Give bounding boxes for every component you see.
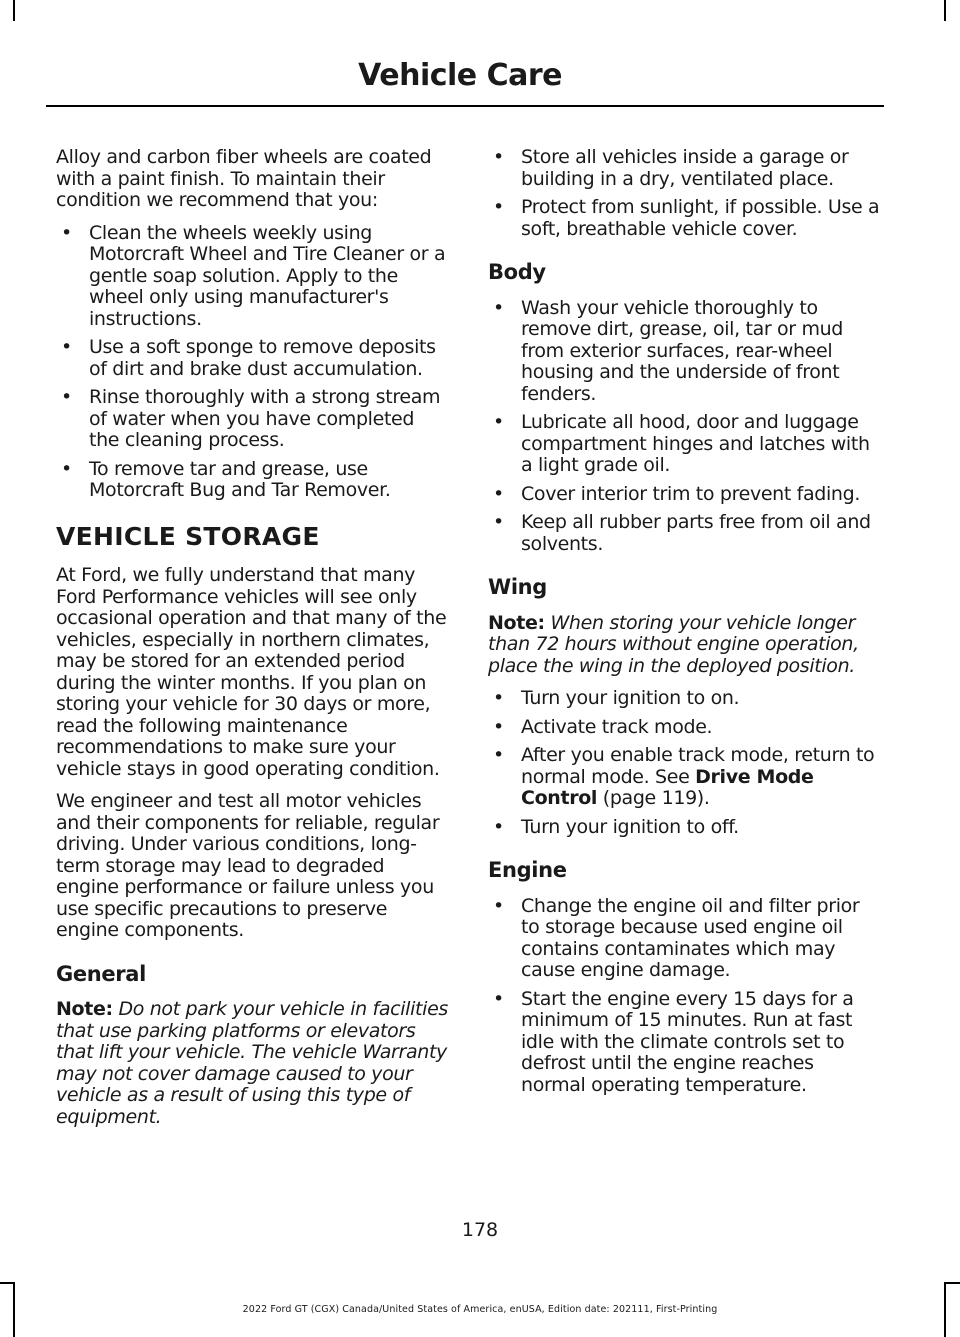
note-text: When storing your vehicle longer than 72 hours without engine operation, place the wing in the deployed position. <box>488 611 859 677</box>
drive-mode-control-link[interactable]: Drive Mode Control <box>521 765 814 809</box>
list-item: • Turn your ignition to off. <box>488 817 880 839</box>
wing-heading: Wing <box>488 575 547 599</box>
general-heading: General <box>56 961 146 986</box>
body-care-list <box>488 298 880 556</box>
list-item: • Use a soft sponge to remove deposits of dirt and brake dust accumulation. <box>56 337 448 380</box>
wheels-intro: Alloy and carbon fiber wheels are coated with a paint finish. To maintain their condition we recommend that you: <box>56 146 432 211</box>
wing-note <box>488 613 880 678</box>
list-item: • Rinse thoroughly with a strong stream of water when you have completed the cleaning process. <box>56 387 448 452</box>
storage-paragraph-2: We engineer and test all motor vehicles and their components for reliable, regular driving. Under various conditions, long-term storage may lead to degraded engine performance or failure unless you use specific precautions to preserve engine components. <box>56 790 440 941</box>
left-column <box>56 147 448 1139</box>
list-item: • Wash your vehicle thoroughly to remove dirt, grease, oil, tar or mud from exterior surfaces, rear-wheel housing and the underside of front fenders. <box>488 298 880 406</box>
page-number: 178 <box>461 1219 499 1241</box>
crop-mark-bottom-right-h <box>944 1282 960 1284</box>
vehicle-storage-heading: VEHICLE STORAGE <box>56 521 320 551</box>
list-item: • To remove tar and grease, use Motorcraft Bug and Tar Remover. <box>56 459 448 502</box>
list-item: • Clean the wheels weekly using Motorcraft Wheel and Tire Cleaner or a gentle soap solution. Apply to the wheel only using manufacturer's instructions. <box>56 223 448 331</box>
list-item: • Start the engine every 15 days for a minimum of 15 minutes. Run at fast idle with the climate controls set to defrost until the engine reaches normal operating temperature. <box>488 989 880 1097</box>
crop-mark-top-left <box>13 0 15 21</box>
list-item: • Keep all rubber parts free from oil and solvents. <box>488 512 880 555</box>
list-item <box>488 745 880 810</box>
note-text: Do not park your vehicle in facilities that use parking platforms or elevators that lift your vehicle. The vehicle Warranty may not cover damage caused to your vehicle as a result of using this type of equipment. <box>56 998 448 1128</box>
right-column <box>488 147 880 1107</box>
wheel-care-list <box>56 223 448 502</box>
list-item: • Activate track mode. <box>488 717 880 739</box>
body-heading: Body <box>488 260 546 284</box>
engine-heading: Engine <box>488 858 567 882</box>
list-item: • Store all vehicles inside a garage or building in a dry, ventilated place. <box>488 147 880 190</box>
step-text: After you enable track mode, return to normal mode. See <box>521 744 875 788</box>
list-item: • Lubricate all hood, door and luggage compartment hinges and latches with a light grade oil. <box>488 412 880 477</box>
edition-footer: 2022 Ford GT (CGX) Canada/United States of America, enUSA, Edition date: 202111, First-Printing <box>242 1304 718 1315</box>
page-reference: (page 119). <box>597 787 710 809</box>
note-label: Note: <box>488 611 545 634</box>
list-item: • Change the engine oil and filter prior to storage because used engine oil contains contaminates which may cause engine damage. <box>488 896 880 982</box>
page-header-title: Vehicle Care <box>358 58 562 93</box>
header-divider <box>46 105 884 107</box>
list-item: • Cover interior trim to prevent fading. <box>488 484 880 506</box>
engine-care-list <box>488 896 880 1097</box>
general-note <box>56 999 448 1128</box>
general-storage-list <box>488 147 880 240</box>
list-item: • Protect from sunlight, if possible. Use a soft, breathable vehicle cover. <box>488 197 880 240</box>
note-label: Note: <box>56 998 113 1020</box>
wing-steps-list <box>488 688 880 838</box>
list-item: • Turn your ignition to on. <box>488 688 880 710</box>
storage-paragraph-1: At Ford, we fully understand that many Ford Performance vehicles will see only occasional operation and that many of the vehicles, especially in northern climates, may be stored for an extended period during the winter months. If you plan on storing your vehicle for 30 days or more, read the following maintenance recommendations to make sure your vehicle stays in good operating condition. <box>56 564 447 780</box>
crop-mark-top-right <box>944 0 946 21</box>
crop-mark-bottom-left-h <box>0 1282 15 1284</box>
